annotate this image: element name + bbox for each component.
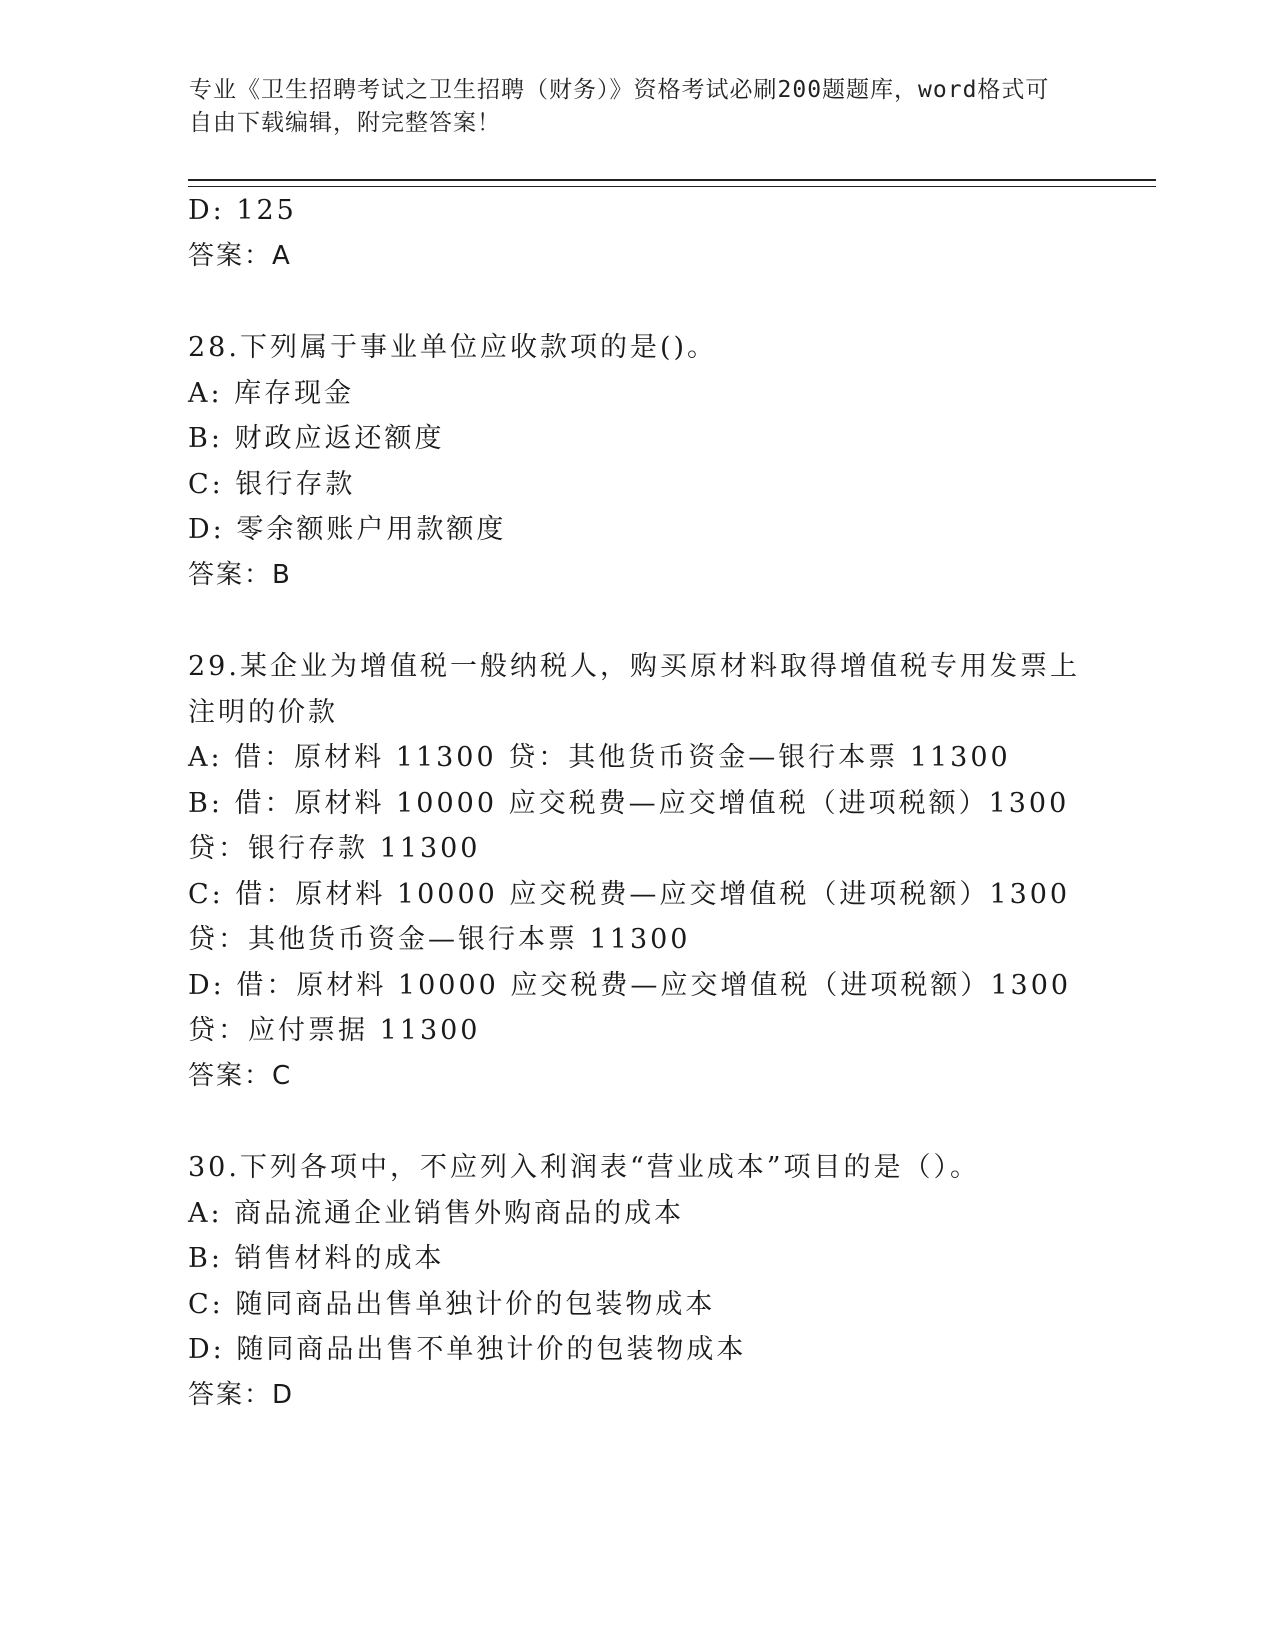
option-d: D: 零余额账户用款额度 bbox=[188, 514, 507, 545]
option-a: A: 库存现金 bbox=[188, 377, 355, 409]
answer-line: 答案：C bbox=[188, 1060, 293, 1091]
question-stem: 28.下列属于事业单位应收款项的是()。 bbox=[188, 332, 718, 363]
option-d: D: 随同商品出售不单独计价的包装物成本 bbox=[188, 1334, 747, 1365]
header-divider bbox=[188, 179, 1156, 187]
option-b: B: 借：原材料 10000 应交税费—应交增值税（进项税额）1300 贷：银行存款 11300 bbox=[188, 787, 1070, 864]
question-stem: 30.下列各项中，不应列入利润表“营业成本”项目的是（）。 bbox=[188, 1152, 981, 1183]
option-d: D: 125 bbox=[188, 195, 297, 226]
option-c: C: 银行存款 bbox=[188, 468, 356, 500]
question-content bbox=[188, 188, 1088, 1418]
answer-line: 答案：D bbox=[188, 1379, 295, 1410]
option-a: A: 商品流通企业销售外购商品的成本 bbox=[188, 1197, 685, 1229]
option-b: B: 财政应返还额度 bbox=[188, 423, 445, 454]
answer-line: 答案：B bbox=[188, 559, 292, 590]
option-c: C: 借：原材料 10000 应交税费—应交增值税（进项税额）1300 贷：其他货币资金—银行本票 11300 bbox=[188, 878, 1071, 955]
answer-line: 答案：A bbox=[188, 240, 292, 271]
option-d: D: 借：原材料 10000 应交税费—应交增值税（进项税额）1300 贷：应付票据 11300 bbox=[188, 969, 1072, 1046]
document-header: 专业《卫生招聘考试之卫生招聘（财务）》资格考试必刷200题题库，word格式可自由下载编辑，附完整答案！ bbox=[189, 77, 1050, 136]
option-a: A: 借：原材料 11300 贷：其他货币资金—银行本票 11300 bbox=[188, 742, 1011, 773]
option-b: B: 销售材料的成本 bbox=[188, 1243, 445, 1274]
option-c: C: 随同商品出售单独计价的包装物成本 bbox=[188, 1288, 716, 1320]
question-stem: 29.某企业为增值税一般纳税人，购买原材料取得增值税专用发票上注明的价款 bbox=[188, 651, 1080, 728]
